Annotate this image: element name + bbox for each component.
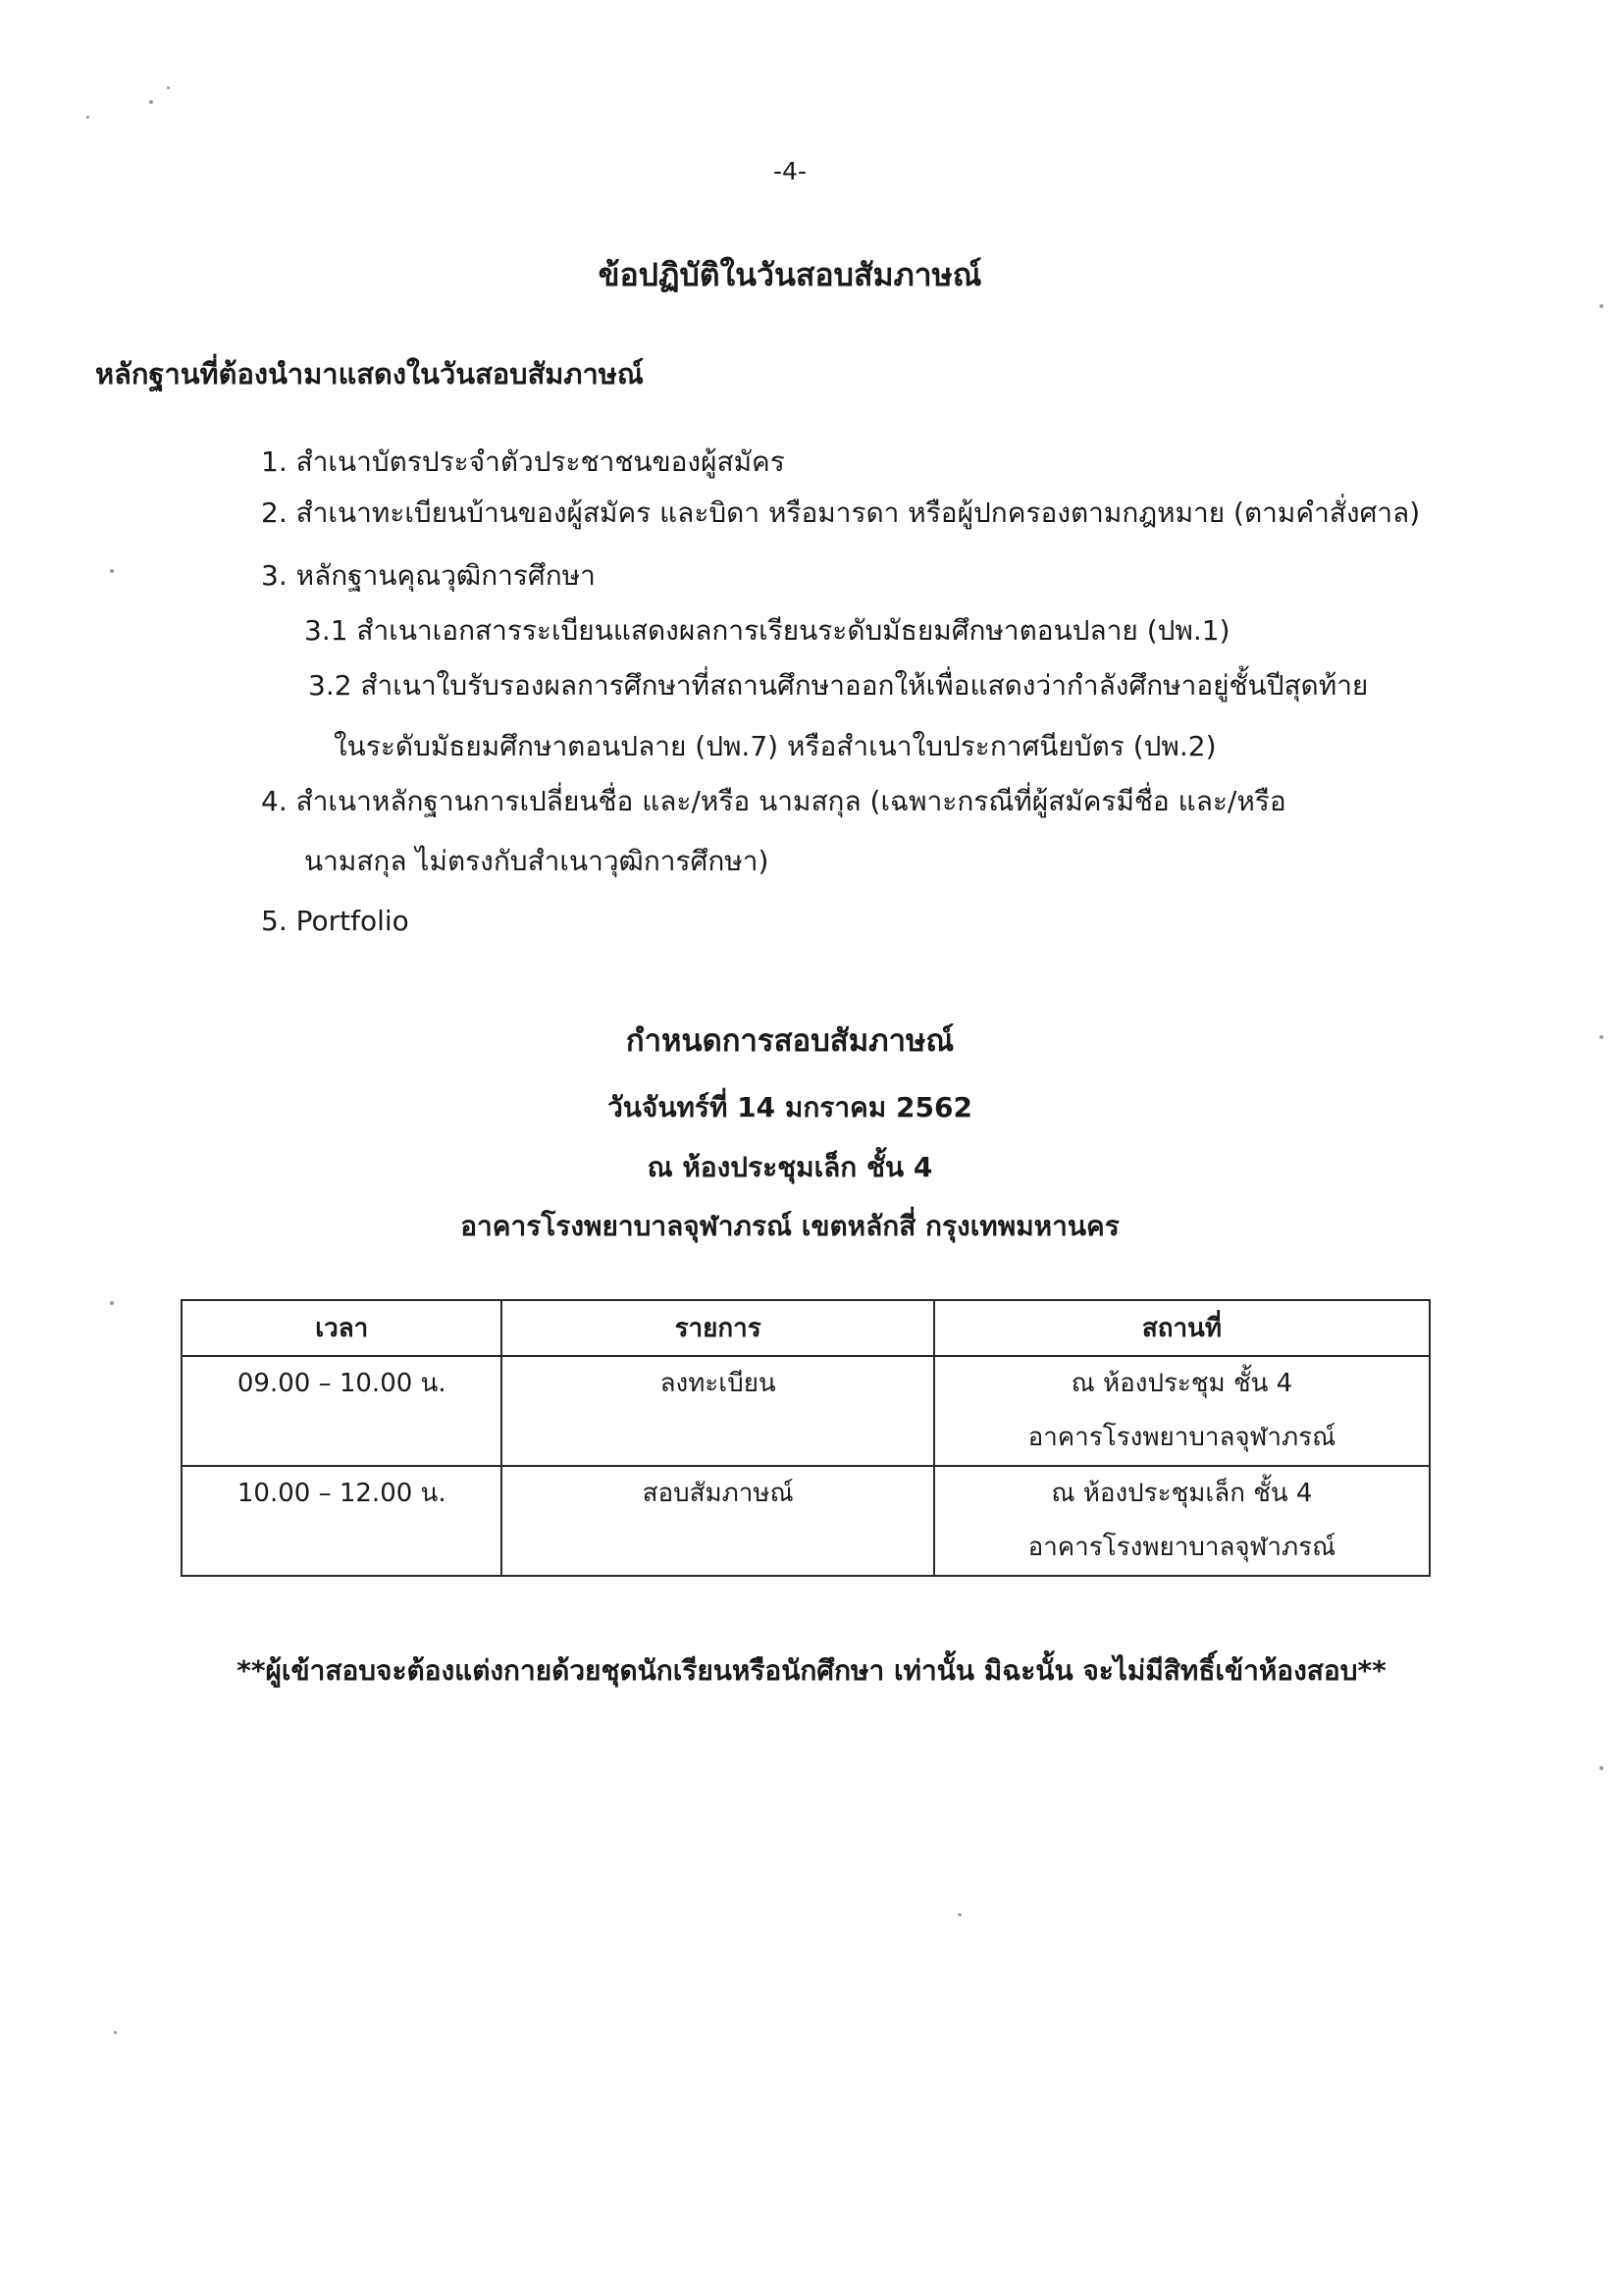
cell-place [934, 1356, 1430, 1466]
place-line-2: อาคารโรงพยาบาลจุฬาภรณ์ [1027, 1423, 1336, 1452]
scan-speck [114, 2031, 117, 2034]
cell-place [934, 1466, 1430, 1576]
header-time: เวลา [182, 1300, 501, 1356]
place-line-2: อาคารโรงพยาบาลจุฬาภรณ์ [1027, 1533, 1336, 1562]
evidence-item-4: 4. สำเนาหลักฐานการเปลี่ยนชื่อ และ/หรือ นามสกุล (เฉพาะกรณีที่ผู้สมัครมีชื่อ และ/หรือ [261, 785, 1286, 817]
evidence-item-3-2: 3.2 สำเนาใบรับรองผลการศึกษาที่สถานศึกษาออกให้เพื่อแสดงว่ากำลังศึกษาอยู่ชั้นปีสุดท้าย [308, 669, 1369, 702]
evidence-item-4-continued: นามสกุล ไม่ตรงกับสำเนาวุฒิการศึกษา) [304, 845, 769, 877]
evidence-item-3-1: 3.1 สำเนาเอกสารระเบียนแสดงผลการเรียนระดับมัธยมศึกษาตอนปลาย (ปพ.1) [304, 614, 1230, 647]
header-place: สถานที่ [934, 1300, 1430, 1356]
schedule-room: ณ ห้องประชุมเล็ก ชั้น 4 [647, 1151, 933, 1183]
evidence-item-1: 1. สำเนาบัตรประจำตัวประชาชนของผู้สมัคร [261, 445, 785, 478]
scan-speck [167, 86, 170, 89]
cell-time: 09.00 – 10.00 น. [182, 1356, 501, 1466]
table-header-row [182, 1300, 1430, 1356]
dress-code-note: **ผู้เข้าสอบจะต้องแต่งกายด้วยชุดนักเรียนหรือนักศึกษา เท่านั้น มิฉะนั้น จะไม่มีสิทธิ์เข้าห้องสอบ** [236, 1654, 1387, 1687]
scan-speck [86, 116, 89, 119]
schedule-title: กำหนดการสอบสัมภาษณ์ [625, 1023, 955, 1059]
evidence-item-2: 2. สำเนาทะเบียนบ้านของผู้สมัคร และบิดา หรือมารดา หรือผู้ปกครองตามกฎหมาย (ตามคำสั่งศาล) [261, 496, 1421, 529]
page-title: ข้อปฏิบัติในวันสอบสัมภาษณ์ [598, 256, 982, 293]
scan-speck [1599, 1035, 1603, 1039]
scan-speck [110, 1301, 114, 1305]
evidence-item-3-2-continued: ในระดับมัธยมศึกษาตอนปลาย (ปพ.7) หรือสำเนาใบประกาศนียบัตร (ปพ.2) [334, 730, 1217, 762]
table-row [182, 1356, 1430, 1466]
evidence-heading: หลักฐานที่ต้องนำมาแสดงในวันสอบสัมภาษณ์ [95, 357, 644, 391]
place-line-1: ณ ห้องประชุมเล็ก ชั้น 4 [1051, 1479, 1313, 1508]
table-row [182, 1466, 1430, 1576]
schedule-table [181, 1299, 1431, 1577]
scan-speck [149, 100, 153, 104]
scan-speck [958, 1913, 962, 1916]
place-line-1: ณ ห้องประชุม ชั้น 4 [1071, 1369, 1293, 1398]
cell-activity: ลงทะเบียน [501, 1356, 933, 1466]
header-activity: รายการ [501, 1300, 933, 1356]
schedule-date: วันจันทร์ที่ 14 มกราคม 2562 [607, 1091, 972, 1123]
scan-speck [1599, 304, 1603, 308]
cell-time: 10.00 – 12.00 น. [182, 1466, 501, 1576]
schedule-building: อาคารโรงพยาบาลจุฬาภรณ์ เขตหลักสี่ กรุงเทพมหานคร [460, 1210, 1120, 1242]
scan-speck [110, 569, 114, 573]
evidence-item-3: 3. หลักฐานคุณวุฒิการศึกษา [261, 559, 596, 592]
cell-activity: สอบสัมภาษณ์ [501, 1466, 933, 1576]
scan-speck [1599, 1766, 1603, 1770]
evidence-item-5: 5. Portfolio [261, 905, 409, 937]
page-number: -4- [773, 157, 807, 185]
